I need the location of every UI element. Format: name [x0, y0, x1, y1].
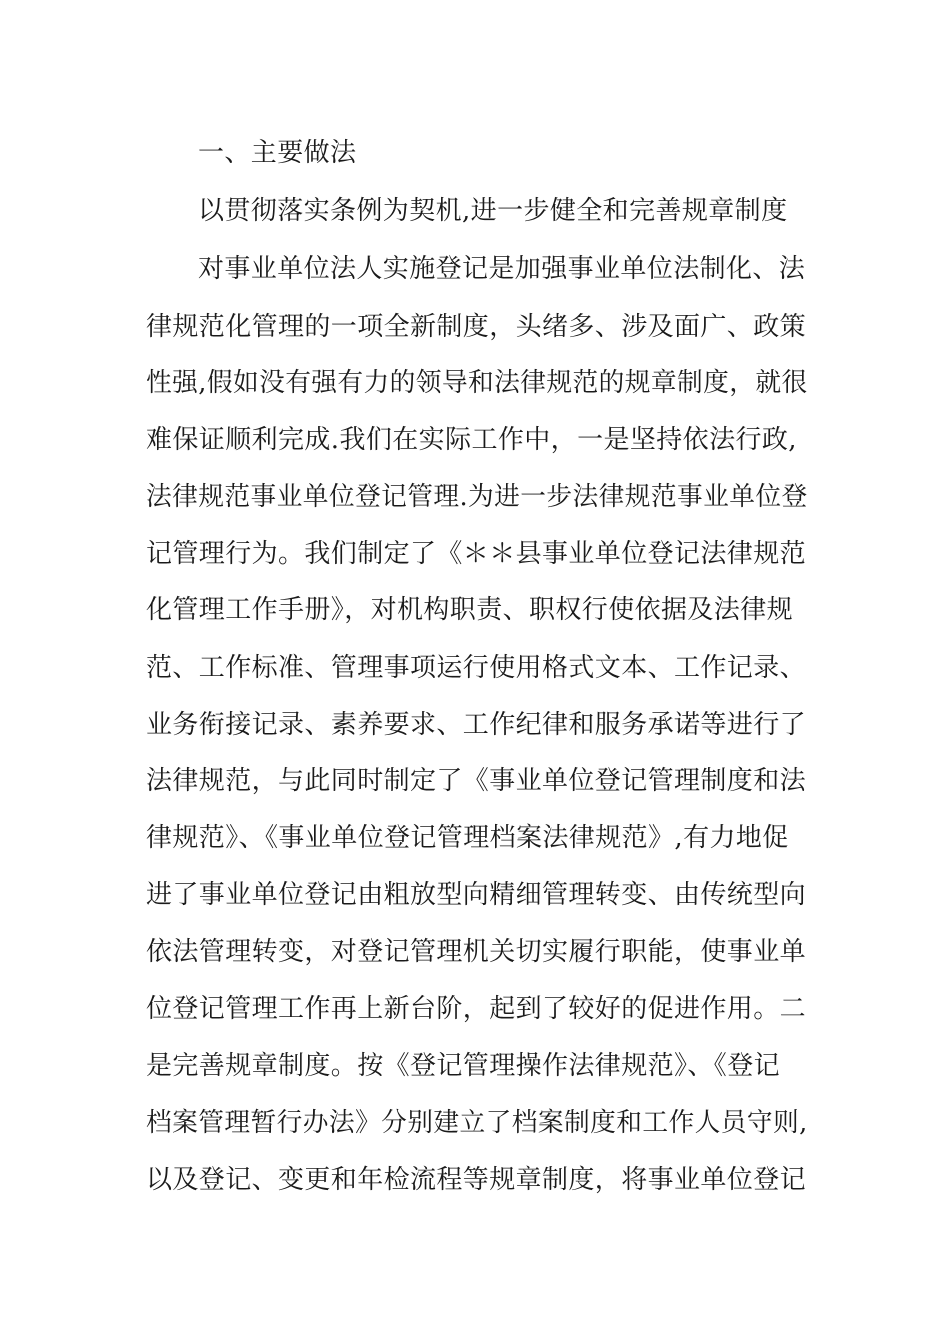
body-line: 业务衔接记录、素养要求、工作纪律和服务承诺等进行了 — [146, 710, 807, 740]
body-line: 范、工作标准、管理事项运行使用格式文本、工作记录、 — [146, 653, 807, 683]
body-line: 依法管理转变，对登记管理机关切实履行职能，使事业单 — [146, 937, 807, 967]
body-line: 进了事业单位登记由粗放型向精细管理转变、由传统型向 — [146, 880, 807, 910]
body-line: 是完善规章制度。按《登记管理操作法律规范》、《登记 — [146, 1051, 781, 1081]
body-line: 化管理工作手册》，对机构职责、职权行使依据及法律规 — [146, 595, 794, 625]
body-line: 性强,假如没有强有力的领导和法律规范的规章制度，就很 — [146, 368, 808, 398]
body-line: 律规范》、《事业单位登记管理档案法律规范》,有力地促 — [146, 823, 789, 853]
body-line: 位登记管理工作再上新台阶，起到了较好的促进作用。二 — [146, 994, 807, 1024]
body-line: 档案管理暂行办法》分别建立了档案制度和工作人员守则, — [146, 1108, 808, 1138]
body-line: 难保证顺利完成.我们在实际工作中，一是坚持依法行政, — [146, 425, 797, 455]
section-subheading: 以贯彻落实条例为契机,进一步健全和完善规章制度 — [198, 196, 788, 226]
body-line: 对事业单位法人实施登记是加强事业单位法制化、法 — [198, 254, 806, 284]
section-heading: 一、主要做法 — [198, 138, 357, 168]
body-line: 律规范化管理的一项全新制度，头绪多、涉及面广、政策 — [146, 312, 807, 342]
body-line: 以及登记、变更和年检流程等规章制度，将事业单位登记 — [146, 1165, 807, 1195]
body-line: 法律规范，与此同时制定了《事业单位登记管理制度和法 — [146, 766, 807, 796]
body-line: 法律规范事业单位登记管理.为进一步法律规范事业单位登 — [146, 482, 808, 512]
body-line: 记管理行为。我们制定了《＊＊县事业单位登记法律规范 — [146, 539, 807, 569]
